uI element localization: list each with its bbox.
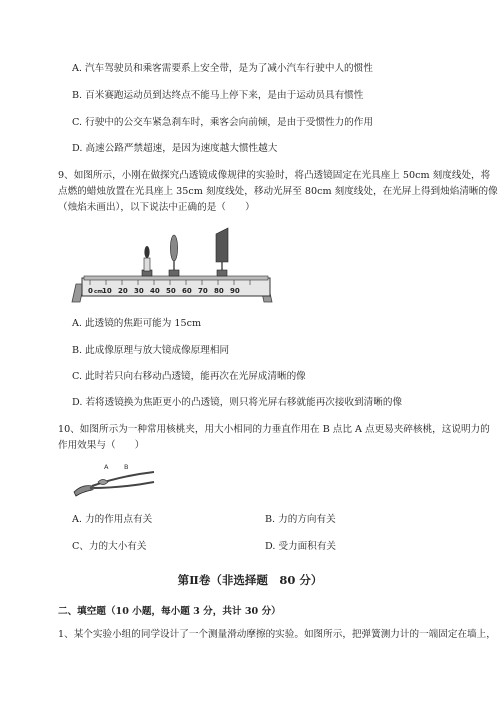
ruler-label-50: 50 — [166, 287, 176, 295]
nutcracker-label-a: A — [104, 463, 109, 471]
q10-option-d: D. 受力面积有关 — [265, 541, 337, 552]
q10-option-b: B. 力的方向有关 — [265, 514, 336, 525]
ruler-label-0: 0 — [88, 287, 93, 295]
q10-stem-line-1: 10、如图所示为一种常用核桃夹，用大小相同的力垂直作用在 B 点比 A 点更易夹碎核桃，这说明力的 — [58, 424, 490, 435]
q8-option-c: C. 行驶中的公交车紧急刹车时，乘客会向前倾，是由于受惯性力的作用 — [72, 117, 373, 128]
ruler-label-10: 10 — [102, 287, 112, 295]
convex-lens-icon — [169, 235, 179, 276]
q9-stem-line-1: 9、如图所示，小刚在做探究凸透镜成像规律的实验时，将凸透镜固定在光具座上 50cm 刻度线处，将 — [58, 170, 491, 181]
ruler-label-40: 40 — [150, 287, 160, 295]
nutcracker-label-b: B — [124, 463, 129, 471]
fill-blank-heading: 二、填空题（10 小题，每小题 3 分，共计 30 分） — [58, 606, 281, 617]
q9-stem-line-3: （烛焰未画出），以下说法中正确的是（ ） — [58, 202, 255, 213]
ruler-label-70: 70 — [198, 287, 208, 295]
section-title: 第Ⅱ卷（非选择题 80 分） — [177, 573, 323, 587]
q10-option-c: C、力的大小有关 — [72, 541, 147, 552]
q8-option-b: B. 百米赛跑运动员到达终点不能马上停下来，是由于运动员具有惯性 — [72, 90, 364, 101]
ruler-label-60: 60 — [182, 287, 192, 295]
ruler-label-80: 80 — [214, 287, 224, 295]
q8-option-a: A. 汽车驾驶员和乘客需要系上安全带，是为了减小汽车行驶中人的惯性 — [72, 63, 373, 74]
q9-option-c: C. 此时若只向右移动凸透镜，能再次在光屏成清晰的像 — [72, 371, 306, 382]
q10-stem-line-2: 作用效果与（ ） — [58, 440, 145, 451]
ruler-label-20: 20 — [118, 287, 128, 295]
light-screen-icon — [216, 228, 228, 276]
q9-option-a: A. 此透镜的焦距可能为 15cm — [72, 318, 202, 329]
fill-q1-stem: 1、某个实验小组的同学设计了一个测量滑动摩擦的实验。如图所示，把弹簧测力计的一端固定在墙上， — [58, 629, 496, 640]
nutcracker-figure — [70, 462, 160, 504]
ruler-label-90: 90 — [230, 287, 240, 295]
q9-stem-line-2: 点燃的蜡烛放置在光具座上 35cm 刻度线处，移动光屏至 80cm 刻度线处，在光屏上得到烛焰清晰的像 — [58, 186, 498, 197]
candle-icon — [142, 246, 152, 276]
q9-option-d: D. 若将透镜换为焦距更小的凸透镜，则只将光屏右移就能再次接收到清晰的像 — [72, 397, 403, 408]
ruler-label-30: 30 — [134, 287, 144, 295]
optical-bench-figure — [70, 220, 280, 308]
ruler-label-cm: cm — [94, 289, 103, 295]
q8-option-d: D. 高速公路严禁超速，是因为速度越大惯性越大 — [72, 143, 278, 154]
q9-option-b: B. 此成像原理与放大镜成像原理相同 — [72, 345, 230, 356]
q10-option-a: A. 力的作用点有关 — [72, 514, 153, 525]
